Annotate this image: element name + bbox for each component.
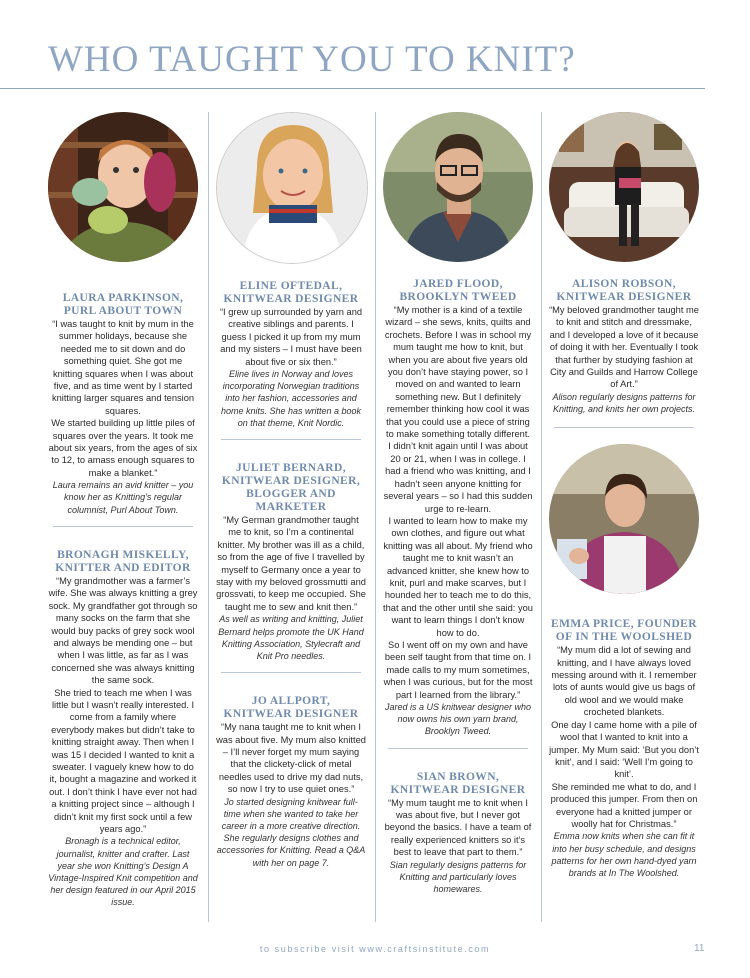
quote bbox=[216, 514, 366, 613]
entry-emma-price bbox=[549, 618, 699, 879]
entry-sian-brown bbox=[383, 771, 533, 896]
contributor-note: Alison regularly designs patterns for Knitting, and knits her own projects. bbox=[552, 391, 696, 415]
contributor-role: KNITWEAR DESIGNER, bbox=[221, 475, 361, 488]
entry-jared-flood bbox=[383, 278, 533, 738]
quote-paragraph: She reminded me what to do, and I produced this jumper. From then on everyone had a knitted jumper or woolly hat for Christmas.” bbox=[550, 781, 698, 829]
quote-paragraph: So I went off on my own and have been self taught from that time on. I made calls to my mum sometimes, when I was curious, but for the most part I learned from the library.” bbox=[383, 639, 533, 700]
column-divider bbox=[375, 112, 376, 922]
contributor-name: JARED FLOOD, bbox=[413, 278, 503, 290]
alison-robson-photo bbox=[549, 112, 699, 262]
column-1 bbox=[48, 112, 198, 909]
contributor-role: BLOGGER AND MARKETER bbox=[246, 488, 336, 514]
quote-paragraph: “My beloved grandmother taught me to knit and stitch and dressmake, and I developed a love of it because of doing it with her. Eventually I took that further by studying fashion at City and Guilds and Harrow College of Art.” bbox=[549, 305, 699, 390]
quote bbox=[48, 575, 198, 836]
quote-paragraph: “My nana taught me to knit when I was about five. My mum also knitted – I’ll never forget my mum saying that the clickety-click of metal needles used to drive my dad nuts, so now I try to use quiet ones.” bbox=[216, 722, 366, 795]
contributor-name: SIAN BROWN, bbox=[416, 770, 500, 783]
entry-eline-oftedal bbox=[216, 280, 366, 429]
contributor-note: Sian regularly designs patterns for Knitting and particularly loves homewares. bbox=[389, 859, 527, 895]
quote-paragraph: She tried to teach me when I was little but I wasn’t really interested. I come from a family where everybody makes but didn’t take to knitting straight away. Then when I was 15 I decided I wanted to knit a sweater. I vaguely knew how to do it, bought a magazine and worked it out. I don’t think I have ever not had a knitting project since – although I didn’t knit my first sock until a few years ago.” bbox=[49, 687, 197, 835]
quote-paragraph: One day I came home with a pile of wool that I wanted to knit into a jumper. My Mum said: ‘But you don’t knit’, and I said: ‘Well I’m going to knit’. bbox=[549, 719, 699, 780]
page-title: WHO TAUGHT YOU TO KNIT? bbox=[48, 39, 576, 80]
contributor-note: Jo started designing knitwear full-time when she wanted to take her career in a more creative direction. She regularly designs clothes and accessories for Knitting. Read a Q&A with her on page 7. bbox=[216, 796, 366, 868]
contributor-note: As well as writing and knitting, Juliet Bernard helps promote the UK Hand Knitting Association, Stylecraft and Knit Pro needles. bbox=[218, 614, 364, 661]
contributor-role: BROOKLYN TWEED bbox=[399, 291, 517, 303]
contributor-note: Jared is a US knitwear designer who now owns his own yarn brand, Brooklyn Tweed. bbox=[384, 702, 532, 737]
entry-bronagh-miskelly bbox=[48, 549, 198, 909]
subscribe-footer: to subscribe visit www.craftsinstitute.com bbox=[259, 944, 491, 954]
title-divider bbox=[0, 88, 705, 89]
quote bbox=[383, 797, 533, 859]
contributor-name: BRONAGH MISKELLY, bbox=[57, 548, 189, 561]
contributor-name: EMMA PRICE, FOUNDER bbox=[551, 618, 697, 631]
contributor-role: KNITWEAR DESIGNER bbox=[223, 293, 359, 305]
contributor-name: ELINE OFTEDAL, bbox=[239, 280, 343, 292]
entry-juliet-bernard bbox=[216, 462, 366, 662]
contributor-name: JO ALLPORT, bbox=[251, 695, 331, 708]
contributor-role: KNITWEAR DESIGNER bbox=[556, 291, 692, 303]
column-divider bbox=[208, 112, 209, 922]
contributor-note: Eline lives in Norway and loves incorporating Norwegian traditions into her fashion, accessories and home knits. She has written a book on that theme, Knit Nordic. bbox=[220, 369, 362, 428]
laura-parkinson-photo bbox=[48, 112, 198, 262]
entry-alison-robson bbox=[549, 278, 699, 415]
column-2 bbox=[216, 112, 366, 869]
contributor-name: ALISON ROBSON, bbox=[571, 278, 676, 290]
entry-laura-parkinson bbox=[48, 292, 198, 516]
quote-paragraph: “My German grandmother taught me to knit, so I’m a continental knitter. My brother was ill as a child, so from the age of five I travelled by myself to Germany once a year to stay with my beloved grossmutti and grossvati, to keep me occupied. She taught me to sew and knit then.” bbox=[216, 515, 366, 612]
quote-paragraph: “My mum did a lot of sewing and knitting, and I have always loved messing around with it. I remember lots of aunts would give us bags of old wool and we would make crocheted blankets. bbox=[551, 645, 697, 718]
quote-paragraph: We started building up little piles of squares over the years. It took me about six years, from the ages of six to 12, to amass enough squares to make a blanket.” bbox=[48, 418, 198, 478]
quote bbox=[549, 644, 699, 830]
quote-paragraph: “My mother is a kind of a textile wizard – she sews, knits, quilts and crochets. Before I was in school my mum taught me how to knit, but when you are about five years old you don’t have staying power, so I moved on and wanted to learn something new. But I definitely remember thinking how cool it was that you could use a piece of string to make something totally different. bbox=[384, 305, 532, 440]
quote-paragraph: “I grew up surrounded by yarn and creative siblings and parents. I guess I picked it up from my mum and my sisters – I must have been about five or six then.” bbox=[219, 307, 363, 367]
entry-divider bbox=[554, 427, 694, 428]
contributor-note: Laura remains an avid knitter – you know her as Knitting’s regular columnist, Purl About Town. bbox=[52, 480, 194, 515]
page-number: 11 bbox=[694, 943, 705, 954]
column-4 bbox=[549, 112, 699, 879]
quote-paragraph: “I was taught to knit by mum in the summer holidays, because she needed me to sit down and do something quiet. She got me knitting squares when I was about five, and as time went by I started knitting larger squares and tension squares. bbox=[51, 319, 195, 416]
eline-oftedal-photo bbox=[216, 112, 368, 264]
entry-divider bbox=[53, 526, 193, 527]
quote bbox=[383, 304, 533, 701]
quote bbox=[48, 318, 198, 479]
quote bbox=[216, 721, 366, 795]
entry-divider bbox=[221, 439, 361, 440]
jared-flood-photo bbox=[383, 112, 533, 262]
quote bbox=[549, 304, 699, 391]
contributor-name: LAURA PARKINSON, bbox=[62, 292, 184, 304]
contributor-note: Bronagh is a technical editor, journalist, knitter and crafter. Last year she won Knitting’s Design A Vintage-Inspired Knit competition and her design featured in our April 2015 issue. bbox=[48, 836, 198, 908]
quote-paragraph: “My grandmother was a farmer’s wife. She was always knitting a grey sock. My grandfather got through so many socks on the farm that she would buy packs of grey sock wool and always be mending one – but when I was little, as far as I was concerned she was always knitting the same sock. bbox=[48, 575, 198, 686]
contributor-name: JULIET BERNARD, bbox=[236, 462, 346, 475]
entry-divider bbox=[221, 672, 361, 673]
emma-price-photo bbox=[549, 444, 699, 594]
column-divider bbox=[541, 112, 542, 922]
contributor-role: OF IN THE WOOLSHED bbox=[555, 631, 693, 644]
entry-divider bbox=[388, 748, 528, 749]
contributor-role: KNITWEAR DESIGNER bbox=[223, 708, 359, 721]
quote-paragraph: I didn’t knit again until I was about 20 or 21, when I was in college. I had a friend who was knitting, and I hadn’t seen anyone knitting for several years – so I had this sudden urge to re-learn. bbox=[383, 441, 533, 514]
column-3 bbox=[383, 112, 533, 895]
contributor-role: PURL ABOUT TOWN bbox=[63, 305, 183, 317]
contributor-role: KNITWEAR DESIGNER bbox=[390, 783, 526, 796]
contributor-role: KNITTER AND EDITOR bbox=[55, 561, 191, 574]
entry-jo-allport bbox=[216, 695, 366, 869]
quote-paragraph: I wanted to learn how to make my own clothes, and figure out what knitting was all about. My friend who taught me to knit wasn’t an advanced knitter, she knew how to knit, purl and make scarves, but I hounded her to teach me to do this, that and the other until she said: you want to learn things I don’t know how to do. bbox=[383, 515, 533, 638]
contributor-note: Emma now knits when she can fit it into her busy schedule, and designs patterns for her own hand-dyed yarn brands at In The Woolshed. bbox=[551, 831, 697, 878]
quote bbox=[216, 306, 366, 368]
quote-paragraph: “My mum taught me to knit when I was about five, but I never got beyond the basics. I have a team of really experienced knitters so it’s best to leave that part to them.” bbox=[384, 797, 532, 858]
